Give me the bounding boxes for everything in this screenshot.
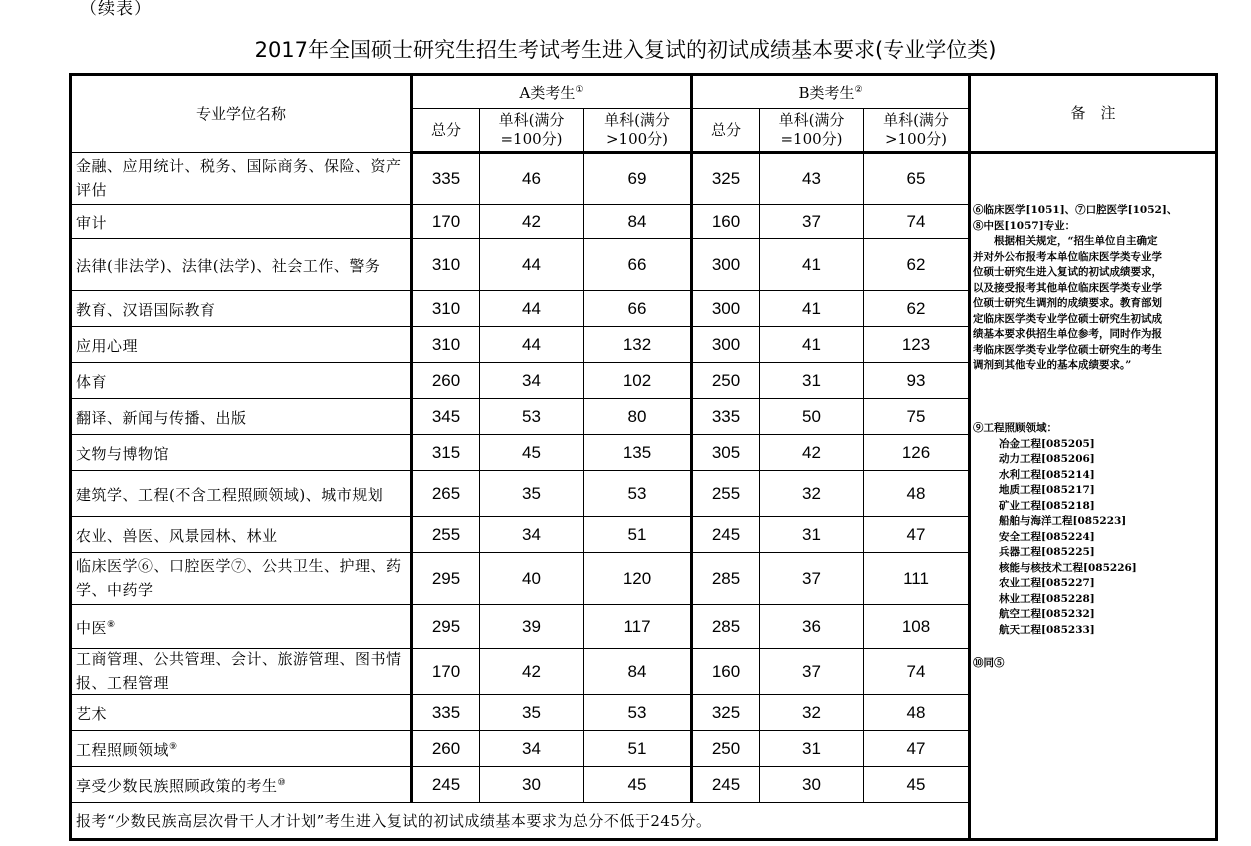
cell-a-sover: 66 — [584, 239, 692, 291]
row-mark: ⑩ — [277, 777, 287, 788]
cell-a-s100: 42 — [480, 205, 584, 239]
cell-b-s100: 37 — [760, 205, 864, 239]
cell-a-sover: 135 — [584, 435, 692, 471]
cell-a-s100: 42 — [480, 649, 584, 695]
cell-b-sover: 47 — [864, 517, 970, 553]
continued-label: （续表） — [80, 0, 152, 19]
note-engineering-field: 农业工程[085227] — [999, 577, 1095, 589]
cell-a-sover: 66 — [584, 291, 692, 327]
row-name-cell — [71, 205, 412, 239]
row-name: 金融、应用统计、税务、国际商务、保险、资产评估 — [76, 157, 402, 199]
cell-a-s100: 44 — [480, 239, 584, 291]
row-name: 应用心理 — [76, 336, 139, 355]
row-name-cell — [71, 553, 412, 605]
row-name-cell — [71, 153, 412, 205]
row-name: 体育 — [76, 372, 108, 391]
table-row — [71, 153, 1217, 205]
cell-b-sover: 48 — [864, 695, 970, 731]
cell-b-s100: 31 — [760, 731, 864, 767]
cell-a-s100: 35 — [480, 471, 584, 517]
page-title: 2017年全国硕士研究生招生考试考生进入复试的初试成绩基本要求(专业学位类) — [254, 38, 997, 62]
notes-engineering — [973, 421, 1215, 638]
header-b-single-100-l2: =100分) — [780, 130, 843, 148]
row-name: 教育、汉语国际教育 — [76, 300, 216, 319]
cell-a-sover: 69 — [584, 153, 692, 205]
cell-b-s100: 42 — [760, 435, 864, 471]
cell-b-sover: 47 — [864, 731, 970, 767]
header-b-single-over-l2: >100分) — [884, 130, 948, 148]
row-name-cell — [71, 435, 412, 471]
cell-a-total: 295 — [412, 553, 480, 605]
note-clinical-line: 绩基本要求供招生单位参考，同时作为报 — [973, 328, 1162, 340]
cell-a-total: 310 — [412, 239, 480, 291]
cell-a-sover: 51 — [584, 731, 692, 767]
cell-a-total: 310 — [412, 291, 480, 327]
row-mark: ⑨ — [169, 741, 178, 752]
cell-b-total: 325 — [692, 695, 760, 731]
row-name-cell — [71, 291, 412, 327]
cell-a-sover: 53 — [584, 695, 692, 731]
note-engineering-field: 冶金工程[085205] — [999, 437, 1095, 450]
note-engineering-field: 矿业工程[085218] — [999, 499, 1095, 512]
row-name-cell — [71, 239, 412, 291]
cell-b-s100: 32 — [760, 471, 864, 517]
cell-a-sover: 120 — [584, 553, 692, 605]
cell-a-sover: 102 — [584, 363, 692, 399]
cell-a-total: 245 — [412, 767, 480, 803]
header-b-total: 总分 — [692, 109, 760, 153]
row-name-cell — [71, 471, 412, 517]
cell-b-total: 255 — [692, 471, 760, 517]
cell-b-sover: 75 — [864, 399, 970, 435]
cell-b-s100: 41 — [760, 327, 864, 363]
row-name-cell — [71, 649, 412, 695]
cell-b-s100: 31 — [760, 363, 864, 399]
cell-a-total: 345 — [412, 399, 480, 435]
cell-b-s100: 31 — [760, 517, 864, 553]
note-engineering-field: 核能与核技术工程[085226] — [999, 561, 1137, 574]
cell-a-total: 310 — [412, 327, 480, 363]
row-name-cell — [71, 605, 412, 649]
row-name: 法律(非法学)、法律(法学)、社会工作、警务 — [76, 256, 381, 275]
note-clinical-line: ⑥临床医学[1051]、⑦口腔医学[1052]、 — [973, 204, 1178, 216]
cell-b-total: 300 — [692, 327, 760, 363]
group-b-label: B类考生 — [798, 84, 855, 102]
cell-a-total: 295 — [412, 605, 480, 649]
header-a-single-over-l1: 单科(满分 — [604, 111, 670, 129]
cell-b-sover: 74 — [864, 649, 970, 695]
row-name: 临床医学⑥、口腔医学⑦、公共卫生、护理、药学、中药学 — [76, 557, 402, 599]
cell-a-total: 265 — [412, 471, 480, 517]
footnote: 报考“少数民族高层次骨干人才计划”考生进入复试的初试成绩基本要求为总分不低于245分。 — [71, 803, 970, 840]
group-a-label: A类考生 — [519, 84, 576, 102]
cell-b-sover: 65 — [864, 153, 970, 205]
note-clinical-line: 调剂到其他专业的基本成绩要求。” — [973, 359, 1132, 371]
note-clinical-line: ⑧中医[1057]专业： — [973, 219, 1076, 232]
cell-a-sover: 80 — [584, 399, 692, 435]
note-clinical-line: 位硕士研究生调剂的成绩要求。教育部划 — [973, 297, 1162, 309]
note-engineering-title: ⑨工程照顾领域： — [973, 422, 1057, 434]
note-engineering-field: 兵器工程[085225] — [999, 546, 1095, 558]
note-engineering-field: 水利工程[085214] — [999, 468, 1095, 481]
row-name-cell — [71, 363, 412, 399]
cell-b-s100: 43 — [760, 153, 864, 205]
header-a-single-over-l2: >100分) — [605, 130, 669, 148]
group-a-mark: ① — [575, 85, 584, 95]
header-remarks: 备 注 — [970, 75, 1217, 153]
cell-a-s100: 45 — [480, 435, 584, 471]
cell-a-total: 260 — [412, 731, 480, 767]
cell-a-total: 255 — [412, 517, 480, 553]
header-b-single-over — [864, 109, 970, 153]
cell-a-total: 170 — [412, 205, 480, 239]
row-name: 审计 — [76, 213, 108, 232]
cell-b-total: 300 — [692, 291, 760, 327]
cell-b-sover: 93 — [864, 363, 970, 399]
cell-a-s100: 46 — [480, 153, 584, 205]
note-clinical-line: 位硕士研究生进入复试的初试成绩要求， — [973, 266, 1162, 278]
header-a-total: 总分 — [412, 109, 480, 153]
note-clinical-line: 并对外公布报考本单位临床医学类专业学 — [973, 250, 1162, 263]
row-name: 享受少数民族照顾政策的考生 — [76, 776, 278, 795]
header-a-single-100 — [480, 109, 584, 153]
note-engineering-field: 林业工程[085228] — [999, 592, 1095, 605]
cell-b-sover: 45 — [864, 767, 970, 803]
notes-clinical — [973, 203, 1215, 374]
row-name: 工程照顾领域 — [76, 740, 170, 759]
cell-b-s100: 37 — [760, 553, 864, 605]
header-b-single-100 — [760, 109, 864, 153]
cell-a-total: 315 — [412, 435, 480, 471]
cell-b-sover: 62 — [864, 239, 970, 291]
cell-a-s100: 34 — [480, 363, 584, 399]
note-clinical-line: 以及接受报考其他单位临床医学类专业学 — [973, 281, 1162, 294]
header-a-single-100-l1: 单科(满分 — [498, 111, 565, 129]
cell-b-total: 245 — [692, 517, 760, 553]
cell-b-total: 250 — [692, 363, 760, 399]
cell-a-sover: 53 — [584, 471, 692, 517]
cell-b-sover: 62 — [864, 291, 970, 327]
cell-b-total: 160 — [692, 649, 760, 695]
header-name-col: 专业学位名称 — [71, 75, 412, 153]
note-clinical-line: 定临床医学类专业学位硕士研究生初试成 — [973, 312, 1162, 325]
group-b-mark: ② — [854, 85, 863, 95]
cell-b-sover: 126 — [864, 435, 970, 471]
note-clinical-line: 根据相关规定，“招生单位自主确定 — [973, 235, 1158, 247]
note-engineering-field: 航天工程[085233] — [999, 623, 1095, 636]
cell-a-s100: 53 — [480, 399, 584, 435]
cell-b-sover: 111 — [864, 553, 970, 605]
row-name-cell — [71, 399, 412, 435]
cell-a-s100: 35 — [480, 695, 584, 731]
cell-a-s100: 30 — [480, 767, 584, 803]
cell-a-total: 335 — [412, 153, 480, 205]
cell-a-sover: 84 — [584, 649, 692, 695]
cell-b-sover: 123 — [864, 327, 970, 363]
cell-b-total: 335 — [692, 399, 760, 435]
note-engineering-field: 安全工程[085224] — [999, 530, 1095, 543]
header-b-single-100-l1: 单科(满分 — [778, 111, 845, 129]
cell-a-sover: 117 — [584, 605, 692, 649]
header-b-single-over-l1: 单科(满分 — [883, 111, 949, 129]
header-a-single-100-l2: =100分) — [500, 130, 563, 148]
cell-a-s100: 34 — [480, 517, 584, 553]
cell-b-s100: 32 — [760, 695, 864, 731]
cell-b-total: 305 — [692, 435, 760, 471]
cell-b-s100: 50 — [760, 399, 864, 435]
cell-b-s100: 41 — [760, 291, 864, 327]
cell-a-sover: 84 — [584, 205, 692, 239]
cell-a-s100: 44 — [480, 291, 584, 327]
row-name-cell — [71, 731, 412, 767]
score-table — [69, 73, 1218, 841]
cell-a-sover: 51 — [584, 517, 692, 553]
row-name: 工商管理、公共管理、会计、旅游管理、图书情报、工程管理 — [76, 650, 402, 692]
note-engineering-field: 船舶与海洋工程[085223] — [999, 515, 1127, 527]
cell-b-total: 325 — [692, 153, 760, 205]
header-group-b — [692, 75, 970, 109]
cell-b-sover: 74 — [864, 205, 970, 239]
cell-b-s100: 41 — [760, 239, 864, 291]
note-engineering-field: 动力工程[085206] — [999, 453, 1095, 465]
cell-a-total: 335 — [412, 695, 480, 731]
cell-b-s100: 37 — [760, 649, 864, 695]
cell-a-total: 170 — [412, 649, 480, 695]
row-name: 建筑学、工程(不含工程照顾领域)、城市规划 — [76, 485, 384, 504]
table-body — [71, 75, 1217, 840]
row-name: 文物与博物馆 — [76, 444, 170, 463]
row-name-cell — [71, 767, 412, 803]
row-name-cell — [71, 517, 412, 553]
cell-a-s100: 39 — [480, 605, 584, 649]
cell-b-total: 285 — [692, 605, 760, 649]
cell-b-total: 300 — [692, 239, 760, 291]
cell-a-s100: 40 — [480, 553, 584, 605]
cell-b-sover: 48 — [864, 471, 970, 517]
row-name: 艺术 — [76, 704, 108, 723]
notes-cell — [970, 153, 1217, 840]
note-clinical-line: 考临床医学类专业学位硕士研究生的考生 — [973, 343, 1162, 356]
row-name-cell — [71, 327, 412, 363]
row-name: 农业、兽医、风景园林、林业 — [76, 526, 278, 545]
cell-b-total: 245 — [692, 767, 760, 803]
row-mark: ⑧ — [107, 619, 116, 630]
note-engineering-field: 地质工程[085217] — [999, 484, 1095, 496]
row-name-cell — [71, 695, 412, 731]
cell-a-sover: 132 — [584, 327, 692, 363]
cell-b-total: 285 — [692, 553, 760, 605]
header-group-a — [412, 75, 692, 109]
row-name: 翻译、新闻与传播、出版 — [76, 408, 247, 427]
cell-a-total: 260 — [412, 363, 480, 399]
header-a-single-over — [584, 109, 692, 153]
row-name: 中医 — [76, 618, 108, 637]
cell-a-s100: 44 — [480, 327, 584, 363]
note-engineering-field: 航空工程[085232] — [999, 608, 1095, 620]
cell-a-s100: 34 — [480, 731, 584, 767]
cell-b-total: 250 — [692, 731, 760, 767]
notes-same: ⑩同⑤ — [973, 657, 1005, 669]
cell-b-sover: 108 — [864, 605, 970, 649]
cell-a-sover: 45 — [584, 767, 692, 803]
cell-b-s100: 30 — [760, 767, 864, 803]
cell-b-s100: 36 — [760, 605, 864, 649]
cell-b-total: 160 — [692, 205, 760, 239]
